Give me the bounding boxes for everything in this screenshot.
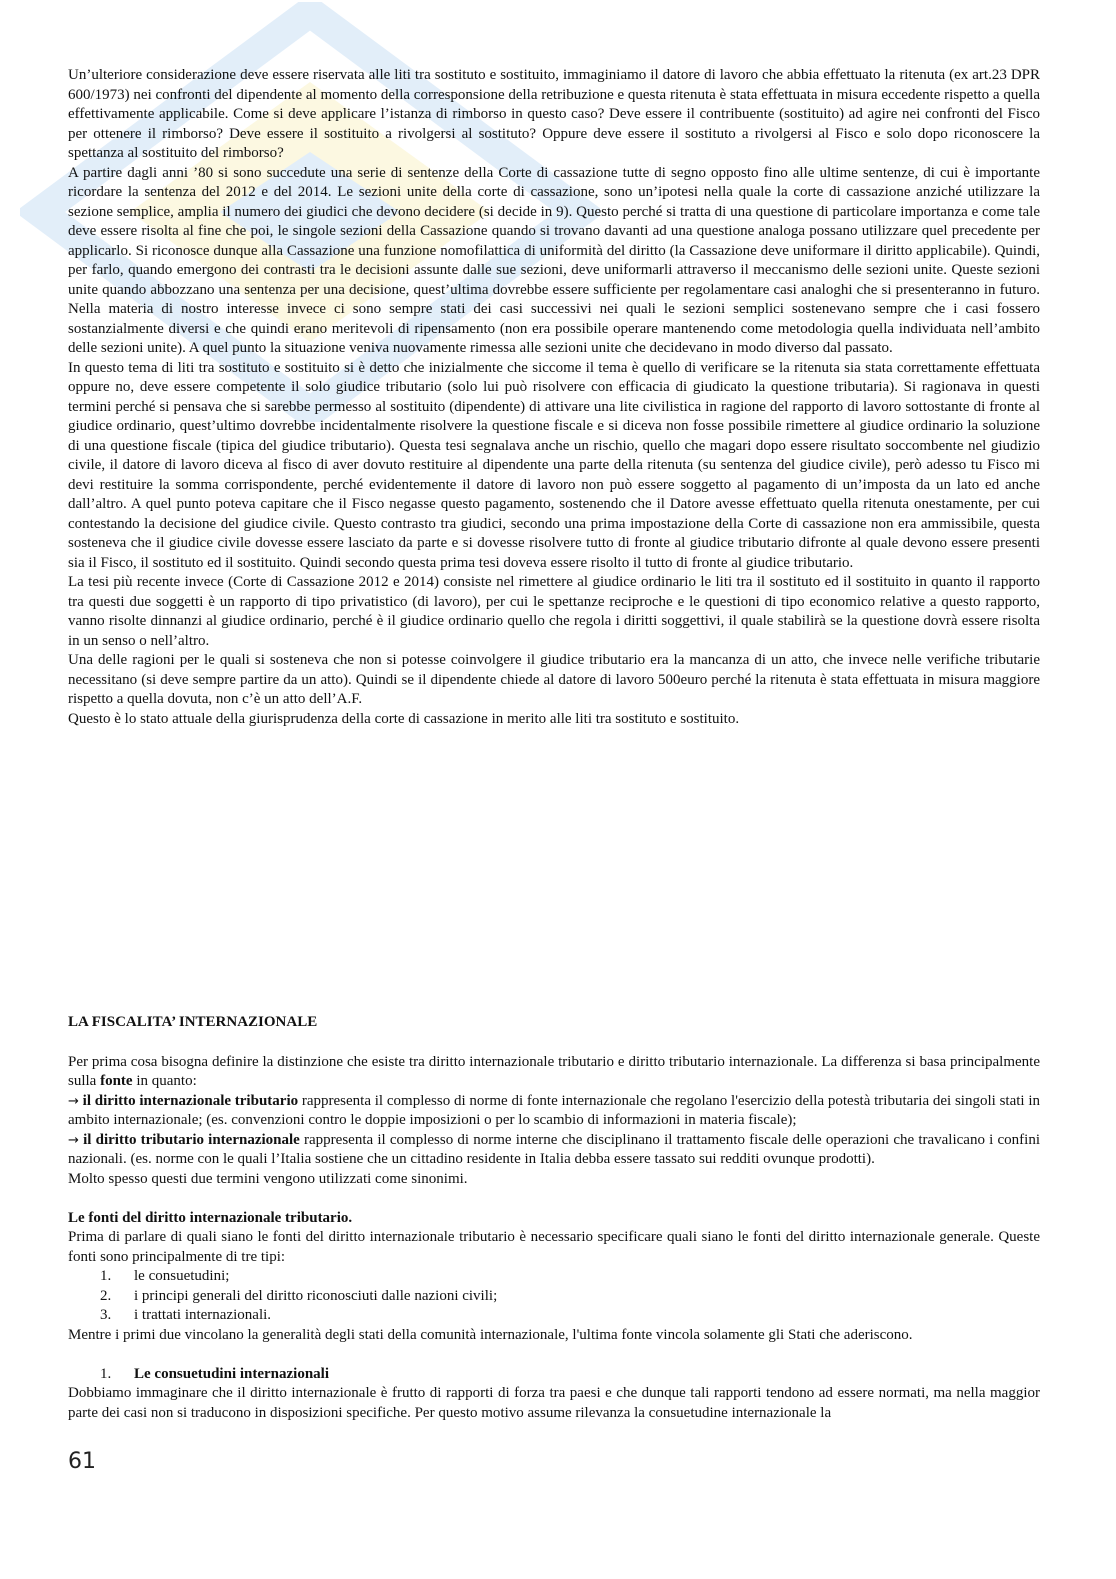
subsection-heading	[68, 1365, 1040, 1385]
sources-list	[68, 1267, 1040, 1326]
paragraph: La tesi più recente invece (Corte di Cassazione 2012 e 2014) consiste nel rimettere al giudice ordinario le liti tra il sostituto ed il sostituito in quanto il rapporto tra questi due soggetti è un rapporto di tipo privatistico (di lavoro), per cui le spettanze reciproche e le questioni di tipo economico relative a questo rapporto, vanno risolte dinnanzi al giudice ordinario, perché è il giudice ordinario quello che regola i diritti soggettivi, il quale stabilirà se la questione dovrà essere risolta in un senso o nell’altro.	[68, 574, 1040, 649]
list-item-text: i trattati internazionali.	[134, 1307, 272, 1323]
sources-heading: Le fonti del diritto internazionale tributario.	[68, 1209, 353, 1226]
section-sostituto-sostituito	[68, 66, 1040, 729]
paragraph: Un’ulteriore considerazione deve essere riservata alle liti tra sostituto e sostituito, immaginiamo il datore di lavoro che abbia effettuato la ritenuta (ex art.23 DPR 600/1973) nei confronti del dipendente al momento della corresponsione della retribuzione e questa ritenuta è stata effettuata in misura eccedente rispetto a quella effettivamente applicabile. Come si deve applicare l’istanza di rimborso in questo caso? Deve essere il contribuente (sostituito) ad agire nei confronti del Fisco per ottenere il rimborso? Deve essere il sostituito a rivolgersi al sostituto? Oppure deve essere il sostituto a rivolgersi al Fisco e solo dopo riconoscere la spettanza al sostituito del rimborso?	[68, 67, 1040, 161]
list-item-number: 1.	[100, 1268, 112, 1284]
paragraph: Questo è lo stato attuale della giurisprudenza della corte di cassazione in merito alle liti tra sostituto e sostituito.	[68, 710, 740, 727]
list-item	[100, 1306, 1040, 1326]
list-item-number: 2.	[100, 1287, 112, 1304]
definition-1-term: il diritto internazionale tributario	[82, 1092, 299, 1109]
sources-intro: Prima di parlare di quali siano le fonti del diritto internazionale tributario è necessario specificare quali siano le fonti del diritto internazionale generale. Queste fonti sono principalmente di tre tipi:	[68, 1229, 1040, 1265]
definition-2	[68, 1131, 1040, 1170]
sources-after: Mentre i primi due vincolano la generalità degli stati della comunità internazionale, l'ultima fonte vincola solamente gli Stati che aderiscono.	[68, 1326, 913, 1343]
list-item-number: 3.	[100, 1307, 112, 1323]
spacer	[68, 1345, 1040, 1365]
list-item	[100, 1267, 1040, 1287]
intro-end: in quanto:	[132, 1073, 197, 1089]
list-item-text: le consuetudini;	[134, 1268, 230, 1284]
paragraph: In questo tema di liti tra sostituto e sostituito si è detto che inizialmente che siccome il tema è quello di verificare se la ritenuta sia stata correttamente effettuata oppure no, deve essere competente il solo giudice tributario (solo lui può risolvere con efficacia di giudicato la questione tributaria). Si ragionava in questi termini perché si pensava che si sarebbe permesso al sostituito (dipendente) di attivare una lite civilistica in ragione del rapporto di lavoro sottostante di fronte al giudice ordinario, quest’ultimo dovrebbe incidentalmente risolvere la questione fiscale e si diceva non fosse possibile rimettere al giudice ordinario la soluzione di una questione fiscale (tipica del giudice tributario). Questa tesi segnalava anche un rischio, quello che magari dopo essere risultato soccombente nel giudizio civile, il datore di lavoro diceva al fisco di aver dovuto restituire al dipendente una parte della ritenuta (su sentenza del giudice civile), però adesso tu Fisco mi devi restituire la somma corrispondente, perché evidentemente il datore di lavoro non può essere soggetto al pagamento di un’imposta da un lato ed anche dall’altro. A quel punto poteva capitare che il Fisco negasse questo pagamento, sostenendo che il Datore avesse effettuato quella ritenuta onestamente, per cui contestando la decisione del giudice civile. Questo contrasto tra giudici, secondo una prima impostazione della Corte di cassazione non era ammissibile, questa sosteneva che il giudice civile dovesse essere lasciato da parte e si dovesse risolvere tutto di fronte al giudice tributario difronte al quale devono essere presenti sia il Fisco, il sostituto ed il sostituito. Quindi secondo questa prima tesi doveva essere risolto il tutto di fronte al giudice tributario.	[68, 359, 1040, 571]
section-fiscalita-internazionale	[68, 1013, 1040, 1423]
definition-2-term: il diritto tributario internazionale	[83, 1131, 300, 1148]
definition-2-text: rappresenta il complesso di norme interne che disciplinano il trattamento fiscale delle operazioni che travalicano i confini nazionali. (es. norme con le quali l’Italia sostiene che un cittadino residente in Italia debba essere tassato sui redditi ovunque prodotti).	[68, 1131, 1040, 1167]
subsection-title: Le consuetudini internazionali	[134, 1365, 330, 1382]
paragraph: Una delle ragioni per le quali si sosteneva che non si potesse coinvolgere il giudice tributario era la mancanza di un atto, che invece nelle verifiche tributarie necessitano (si deve sempre partire da un atto). Quindi se il dipendente chiede al datore di lavoro 500euro perché la ritenuta è stata effettuata in misura maggiore rispetto a quella dovuta, non c’è un atto dell’A.F.	[68, 652, 1040, 707]
page-number: 61	[68, 1449, 96, 1474]
arrow-right-icon: →	[68, 1132, 79, 1148]
definition-1-text: rappresenta il complesso di norme di fonte internazionale che regolano l'esercizio della potestà tributaria dei singoli stati in ambito internazionale; (es. convenzioni contro le doppie imposizioni o per lo scambio di informazioni in materia fiscale);	[68, 1092, 1040, 1128]
subsection-text: Dobbiamo immaginare che il diritto internazionale è frutto di rapporti di forza tra paesi e che dunque tali rapporti tendono ad essere normati, ma nella maggior parte dei casi non si traducono in disposizioni specifiche. Per questo motivo assume rilevanza la consuetudine internazionale la	[68, 1385, 1040, 1421]
section-title: LA FISCALITA’ INTERNAZIONALE	[68, 1014, 318, 1030]
subsection-number: 1.	[100, 1365, 112, 1382]
definition-1	[68, 1092, 1040, 1131]
paragraph: A partire dagli anni ’80 si sono succedute una serie di sentenze della Corte di cassazione tutte di segno opposto fino alle ultime sentenze, di cui è importante ricordare la sentenza del 2012 e del 2014. Le sezioni unite della corte di cassazione, sono un’ipotesi nella quale la corte di cassazione anziché utilizzare la sezione semplice, amplia il numero dei giudici che devono decidere (si decide in 9). Questo perché si tratta di una questione di particolare importanza e come tale deve essere risolta al fine che poi, le singole sezioni della Cassazione quando si trovano davanti ad una questione analoga possano utilizzare quel precedente per applicarlo. Si riconosce dunque alla Cassazione una funzione nomofilattica di uniformità del diritto (la Cassazione deve uniformare il diritto applicabile). Quindi, per farlo, quando emergono dei contrasti tra le decisioni assunte dalle sue sezioni, deve uniformarli attraverso il meccanismo delle sezioni unite. Queste sezioni unite quando abbozzano una sentenza per una decisione, quest’ultima dovrebbe essere sufficiente per regolamentare casi analoghi che si presenteranno in futuro. Nella materia di nostro interesse invece ci sono sempre stati dei casi successivi nei quali le sezioni semplici sostenevano sempre che i casi fossero sostanzialmente diversi e che quindi erano meritevoli di ripensamento (non era possibile operare mantenendo come metodologia quella individuata nell’ambito delle sezioni unite). A quel punto la situazione veniva nuovamente rimessa alle sezioni unite che decidevano in modo diverso dal passato.	[68, 164, 1040, 356]
list-item	[100, 1287, 1040, 1307]
intro-bold: fonte	[100, 1073, 133, 1089]
synonyms-note: Molto spesso questi due termini vengono utilizzati come sinonimi.	[68, 1170, 468, 1187]
arrow-right-icon: →	[68, 1093, 79, 1109]
list-item-text: i principi generali del diritto riconosciuti dalle nazioni civili;	[134, 1287, 498, 1304]
spacer	[68, 1189, 1040, 1209]
intro-paragraph	[68, 1053, 1040, 1092]
intro-text: Per prima cosa bisogna definire la distinzione che esiste tra diritto internazionale tributario e diritto tributario internazionale. La differenza si basa principalmente sulla	[68, 1053, 1040, 1089]
